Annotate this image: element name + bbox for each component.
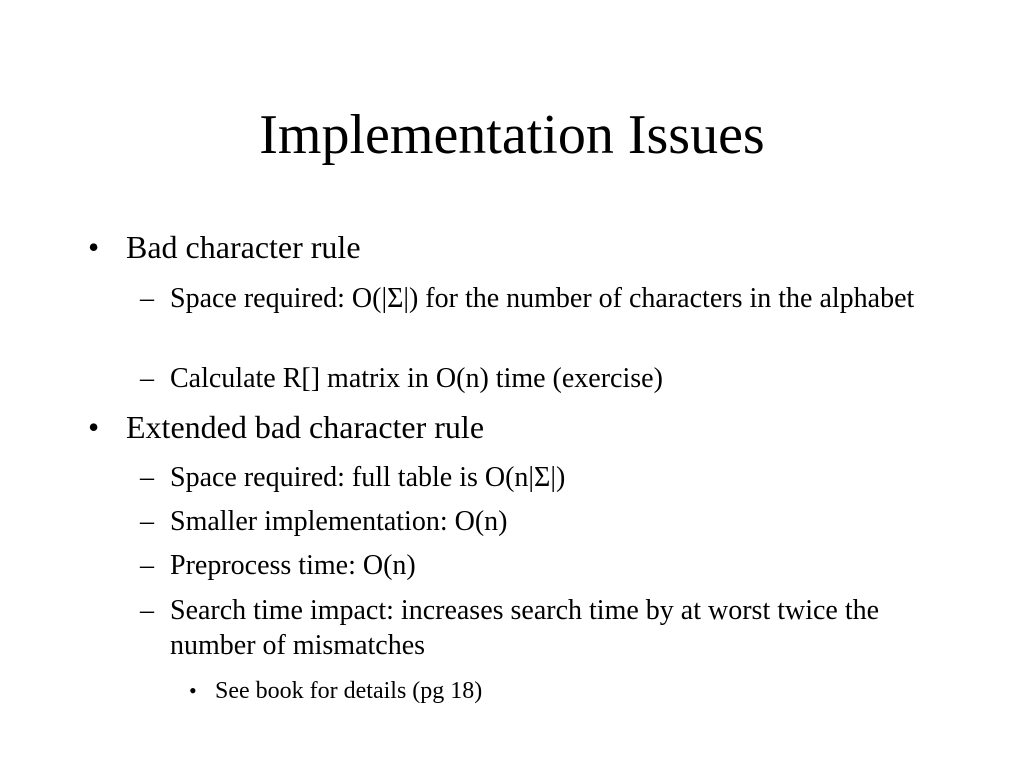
dash-marker: – — [140, 506, 154, 537]
sub-sub-bullet-see-book — [189, 676, 915, 706]
sub-sub-bullet-text: See book for details (pg 18) — [215, 678, 483, 704]
bullet-marker: • — [88, 409, 100, 445]
dash-marker: – — [140, 283, 154, 314]
bullet-bad-character-rule — [88, 228, 946, 266]
sub-bullet-text: Space required: O(|Σ|) for the number of characters in the alphabet — [170, 283, 915, 314]
sub-bullet-preprocess-time — [140, 548, 930, 583]
sub-bullet-space-required — [140, 281, 930, 316]
bullet-extended-bad-character-rule — [88, 408, 946, 446]
sub-bullet-search-time-impact — [140, 593, 930, 663]
bullet-text: Bad character rule — [126, 229, 361, 265]
sub-bullet-text: Search time impact: increases search time by at worst twice the number of mismatches — [170, 595, 880, 661]
dash-marker: – — [140, 462, 154, 493]
dash-marker: – — [140, 363, 154, 394]
dash-marker: – — [140, 550, 154, 581]
dash-marker: – — [140, 595, 154, 626]
bullet-text: Extended bad character rule — [126, 409, 485, 445]
slide-title: Implementation Issues — [259, 104, 765, 166]
bullet-marker: • — [189, 678, 197, 703]
sub-bullet-text: Space required: full table is O(n|Σ|) — [170, 462, 566, 493]
sub-bullet-full-table-space — [140, 460, 930, 495]
sub-bullet-smaller-implementation — [140, 504, 930, 539]
sub-bullet-text: Preprocess time: O(n) — [170, 550, 416, 581]
sub-bullet-text: Calculate R[] matrix in O(n) time (exercise) — [170, 363, 663, 394]
sub-bullet-text: Smaller implementation: O(n) — [170, 506, 508, 537]
bullet-marker: • — [88, 229, 100, 265]
sub-bullet-calculate-r-matrix — [140, 361, 930, 396]
